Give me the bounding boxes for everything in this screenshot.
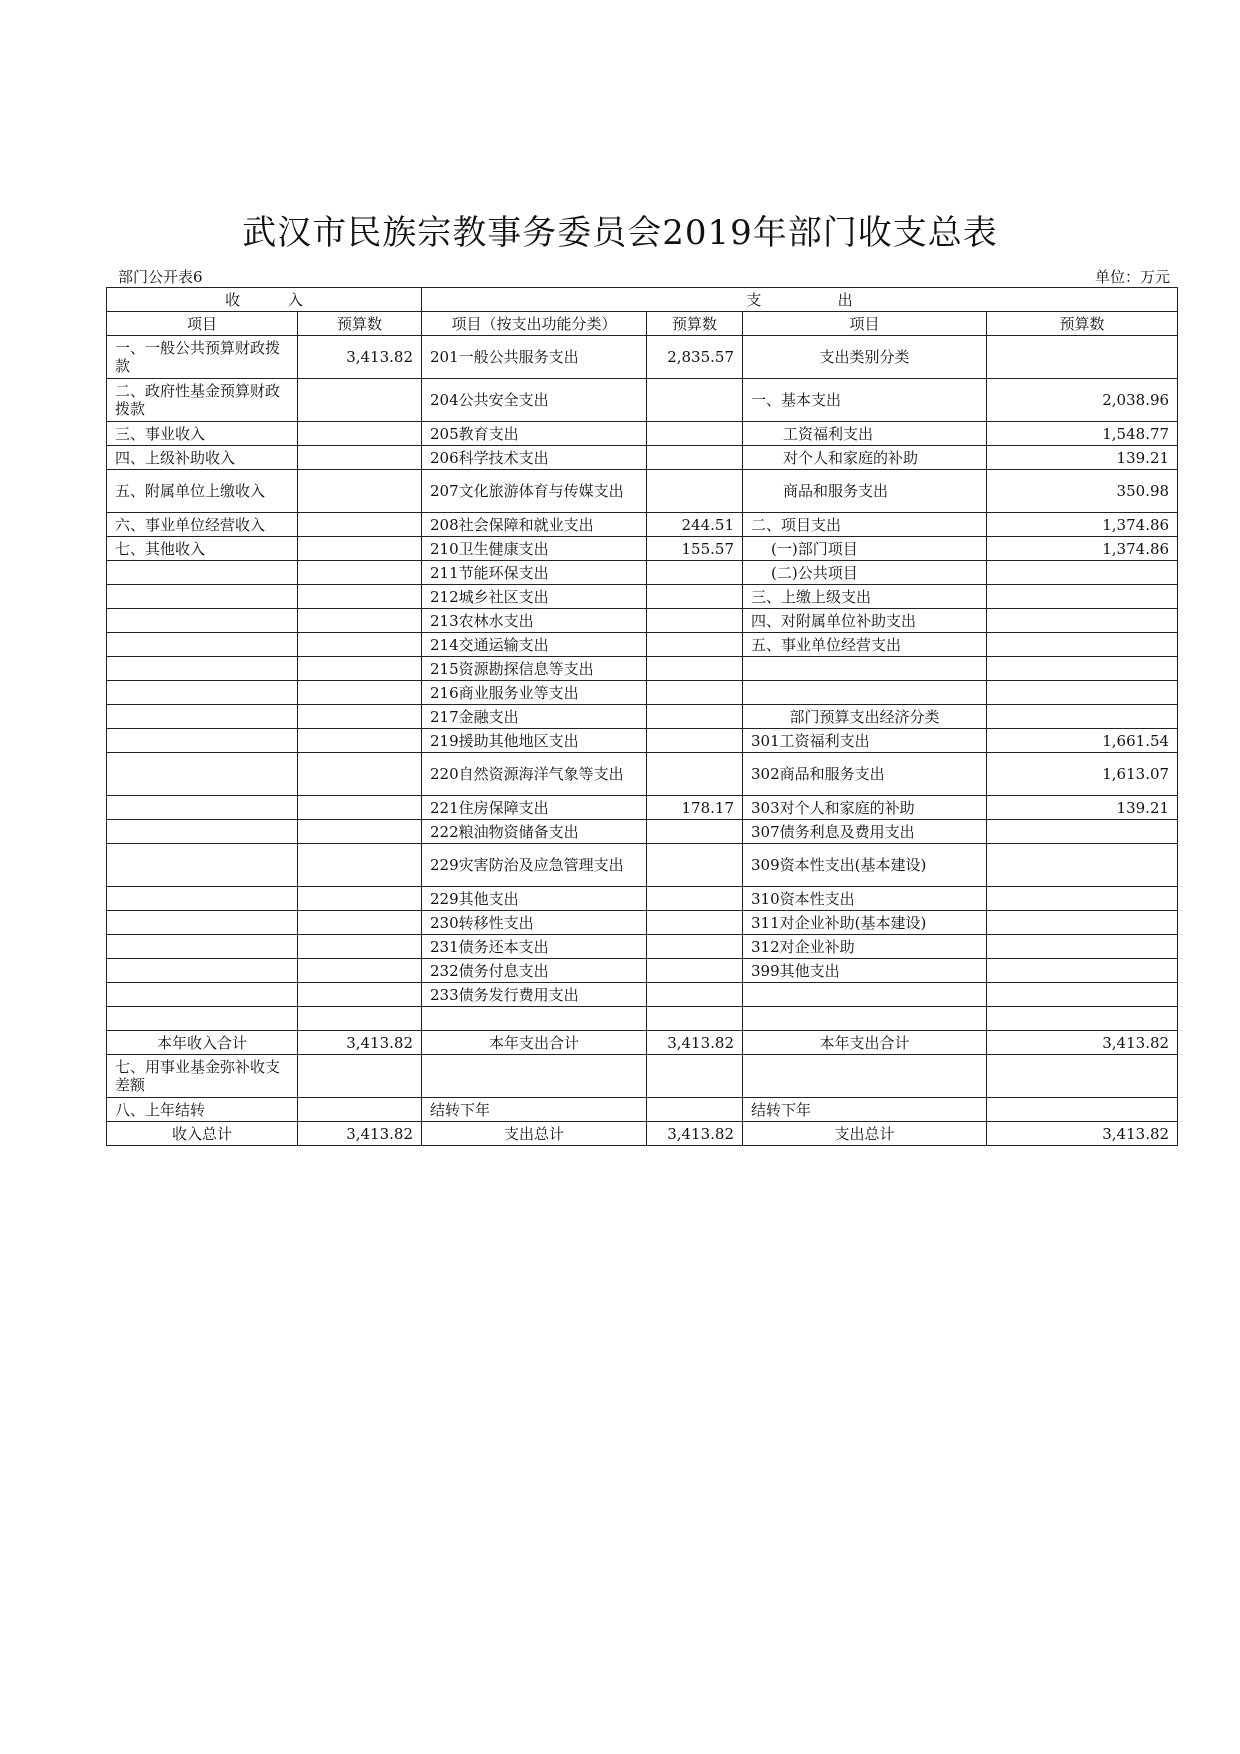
income-item [107, 729, 298, 753]
category-item: 支出类别分类 [743, 336, 987, 379]
table-row [107, 887, 1178, 911]
income-item [107, 657, 298, 681]
function-value [647, 753, 743, 796]
function-value [647, 609, 743, 633]
table-row [107, 585, 1178, 609]
category-item: (一)部门项目 [743, 537, 987, 561]
income-value [298, 705, 422, 729]
category-value [987, 609, 1178, 633]
function-item: 230转移性支出 [422, 911, 647, 935]
category-value [987, 657, 1178, 681]
function-value [647, 820, 743, 844]
expense-total-value: 3,413.82 [647, 1122, 743, 1146]
income-item [107, 609, 298, 633]
income-item [107, 959, 298, 983]
year-expense-label: 本年支出合计 [422, 1031, 647, 1055]
blank-row [107, 1007, 1178, 1031]
income-total-label: 收入总计 [107, 1122, 298, 1146]
income-item [107, 633, 298, 657]
category-item: 四、对附属单位补助支出 [743, 609, 987, 633]
income-total-value: 3,413.82 [298, 1122, 422, 1146]
category-item: 311对企业补助(基本建设) [743, 911, 987, 935]
function-value [647, 705, 743, 729]
table-row [107, 911, 1178, 935]
function-item: 221住房保障支出 [422, 796, 647, 820]
category-value: 2,038.96 [987, 379, 1178, 422]
category-item: 一、基本支出 [743, 379, 987, 422]
table-row [107, 513, 1178, 537]
table-row [107, 422, 1178, 446]
income-value [298, 561, 422, 585]
category-value [987, 561, 1178, 585]
income-value [298, 959, 422, 983]
category-item: 部门预算支出经济分类 [743, 705, 987, 729]
function-item: 229灾害防治及应急管理支出 [422, 844, 647, 887]
function-value [647, 887, 743, 911]
income-value [298, 729, 422, 753]
budget-table [106, 287, 1178, 1146]
col-header-item: 项目 [107, 312, 298, 336]
category-value [987, 681, 1178, 705]
table-row [107, 729, 1178, 753]
income-value [298, 537, 422, 561]
category-item: 399其他支出 [743, 959, 987, 983]
category-item: 二、项目支出 [743, 513, 987, 537]
function-value [647, 911, 743, 935]
function-value [647, 983, 743, 1007]
income-value [298, 820, 422, 844]
income-item [107, 705, 298, 729]
function-value: 244.51 [647, 513, 743, 537]
income-item: 六、事业单位经营收入 [107, 513, 298, 537]
category-value: 1,661.54 [987, 729, 1178, 753]
table-row [107, 820, 1178, 844]
col-header-budget2: 预算数 [647, 312, 743, 336]
function-item: 216商业服务业等支出 [422, 681, 647, 705]
prev-label: 八、上年结转 [107, 1098, 298, 1122]
category-value [987, 887, 1178, 911]
function-value [647, 844, 743, 887]
table-row [107, 470, 1178, 513]
income-value: 3,413.82 [298, 336, 422, 379]
carry-row [107, 1098, 1178, 1122]
table-row [107, 657, 1178, 681]
table-row [107, 959, 1178, 983]
function-value [647, 657, 743, 681]
category-value [987, 911, 1178, 935]
table-row [107, 609, 1178, 633]
income-item [107, 796, 298, 820]
table-row [107, 753, 1178, 796]
table-row [107, 844, 1178, 887]
function-item: 211节能环保支出 [422, 561, 647, 585]
function-item: 206科学技术支出 [422, 446, 647, 470]
function-value [647, 470, 743, 513]
table-row [107, 379, 1178, 422]
income-item [107, 681, 298, 705]
function-value [647, 959, 743, 983]
income-item [107, 585, 298, 609]
category-value: 350.98 [987, 470, 1178, 513]
col-header-func-item: 项目（按支出功能分类） [422, 312, 647, 336]
expense-total-label2: 支出总计 [743, 1122, 987, 1146]
function-item: 229其他支出 [422, 887, 647, 911]
grand-total-row [107, 1122, 1178, 1146]
category-value [987, 633, 1178, 657]
category-value: 1,374.86 [987, 537, 1178, 561]
income-header: 收 入 [107, 288, 422, 312]
category-item [743, 681, 987, 705]
category-value [987, 959, 1178, 983]
function-item: 204公共安全支出 [422, 379, 647, 422]
income-item: 一、一般公共预算财政拨款 [107, 336, 298, 379]
function-item: 207文化旅游体育与传媒支出 [422, 470, 647, 513]
expense-total-value2: 3,413.82 [987, 1122, 1178, 1146]
fund-row [107, 1055, 1178, 1098]
function-item: 220自然资源海洋气象等支出 [422, 753, 647, 796]
function-value [647, 935, 743, 959]
income-value [298, 609, 422, 633]
category-item: 对个人和家庭的补助 [743, 446, 987, 470]
function-item: 232债务付息支出 [422, 959, 647, 983]
income-value [298, 911, 422, 935]
expense-header: 支 出 [422, 288, 1178, 312]
function-value: 2,835.57 [647, 336, 743, 379]
table-row [107, 681, 1178, 705]
category-value [987, 585, 1178, 609]
income-item [107, 753, 298, 796]
table-row [107, 705, 1178, 729]
income-value [298, 681, 422, 705]
income-value [298, 887, 422, 911]
category-item: 303对个人和家庭的补助 [743, 796, 987, 820]
income-item: 三、事业收入 [107, 422, 298, 446]
income-item [107, 983, 298, 1007]
income-value [298, 796, 422, 820]
category-item: 商品和服务支出 [743, 470, 987, 513]
category-item: 301工资福利支出 [743, 729, 987, 753]
category-item: (二)公共项目 [743, 561, 987, 585]
category-item: 302商品和服务支出 [743, 753, 987, 796]
table-row [107, 633, 1178, 657]
income-value [298, 633, 422, 657]
function-item: 214交通运输支出 [422, 633, 647, 657]
income-item [107, 561, 298, 585]
category-item: 工资福利支出 [743, 422, 987, 446]
category-value: 139.21 [987, 796, 1178, 820]
function-item: 231债务还本支出 [422, 935, 647, 959]
income-item [107, 844, 298, 887]
category-value [987, 844, 1178, 887]
function-item: 210卫生健康支出 [422, 537, 647, 561]
income-value [298, 470, 422, 513]
income-item [107, 935, 298, 959]
income-value [298, 753, 422, 796]
function-value [647, 681, 743, 705]
function-item: 208社会保障和就业支出 [422, 513, 647, 537]
col-header-budget: 预算数 [298, 312, 422, 336]
header-row-columns [107, 312, 1178, 336]
page-title: 武汉市民族宗教事务委员会2019年部门收支总表 [242, 213, 998, 253]
table-row [107, 446, 1178, 470]
category-item: 309资本性支出(基本建设) [743, 844, 987, 887]
function-item: 222粮油物资储备支出 [422, 820, 647, 844]
function-value: 178.17 [647, 796, 743, 820]
income-item: 四、上级补助收入 [107, 446, 298, 470]
function-value [647, 379, 743, 422]
income-item: 二、政府性基金预算财政拨款 [107, 379, 298, 422]
function-value [647, 633, 743, 657]
income-value [298, 983, 422, 1007]
income-value [298, 379, 422, 422]
function-item: 201一般公共服务支出 [422, 336, 647, 379]
category-value [987, 705, 1178, 729]
function-item: 219援助其他地区支出 [422, 729, 647, 753]
income-value [298, 844, 422, 887]
category-item [743, 983, 987, 1007]
function-item: 213农林水支出 [422, 609, 647, 633]
col-header-item3: 项目 [743, 312, 987, 336]
category-value: 1,548.77 [987, 422, 1178, 446]
fund-label: 七、用事业基金弥补收支差额 [107, 1055, 298, 1098]
function-item: 212城乡社区支出 [422, 585, 647, 609]
function-value [647, 585, 743, 609]
table-row [107, 561, 1178, 585]
category-value: 1,374.86 [987, 513, 1178, 537]
category-value [987, 935, 1178, 959]
expense-total-label: 支出总计 [422, 1122, 647, 1146]
category-value: 139.21 [987, 446, 1178, 470]
function-value [647, 729, 743, 753]
carry-label: 结转下年 [422, 1098, 647, 1122]
income-item [107, 820, 298, 844]
category-item: 五、事业单位经营支出 [743, 633, 987, 657]
table-row [107, 537, 1178, 561]
category-value: 1,613.07 [987, 753, 1178, 796]
table-row [107, 336, 1178, 379]
table-row [107, 983, 1178, 1007]
income-item [107, 887, 298, 911]
function-item: 205教育支出 [422, 422, 647, 446]
function-item: 215资源勘探信息等支出 [422, 657, 647, 681]
table-row [107, 935, 1178, 959]
income-value [298, 657, 422, 681]
category-value [987, 983, 1178, 1007]
year-income-value: 3,413.82 [298, 1031, 422, 1055]
year-total-row [107, 1031, 1178, 1055]
category-value [987, 820, 1178, 844]
income-value [298, 446, 422, 470]
category-item: 三、上缴上级支出 [743, 585, 987, 609]
function-value: 155.57 [647, 537, 743, 561]
income-item [107, 911, 298, 935]
income-value [298, 935, 422, 959]
form-label: 部门公开表6 [118, 268, 203, 286]
function-value [647, 561, 743, 585]
income-value [298, 422, 422, 446]
category-item: 312对企业补助 [743, 935, 987, 959]
category-item [743, 657, 987, 681]
function-item: 217金融支出 [422, 705, 647, 729]
income-value [298, 585, 422, 609]
table-row [107, 796, 1178, 820]
function-item: 233债务发行费用支出 [422, 983, 647, 1007]
year-income-label: 本年收入合计 [107, 1031, 298, 1055]
function-value [647, 422, 743, 446]
carry-label2: 结转下年 [743, 1098, 987, 1122]
year-expense-value: 3,413.82 [647, 1031, 743, 1055]
year-expense-label2: 本年支出合计 [743, 1031, 987, 1055]
category-value [987, 336, 1178, 379]
category-item: 307债务利息及费用支出 [743, 820, 987, 844]
year-expense-value2: 3,413.82 [987, 1031, 1178, 1055]
header-row-group [107, 288, 1178, 312]
income-item: 七、其他收入 [107, 537, 298, 561]
function-value [647, 446, 743, 470]
unit-label: 单位：万元 [1094, 268, 1170, 286]
income-item: 五、附属单位上缴收入 [107, 470, 298, 513]
category-item: 310资本性支出 [743, 887, 987, 911]
income-value [298, 513, 422, 537]
col-header-budget3: 预算数 [987, 312, 1178, 336]
